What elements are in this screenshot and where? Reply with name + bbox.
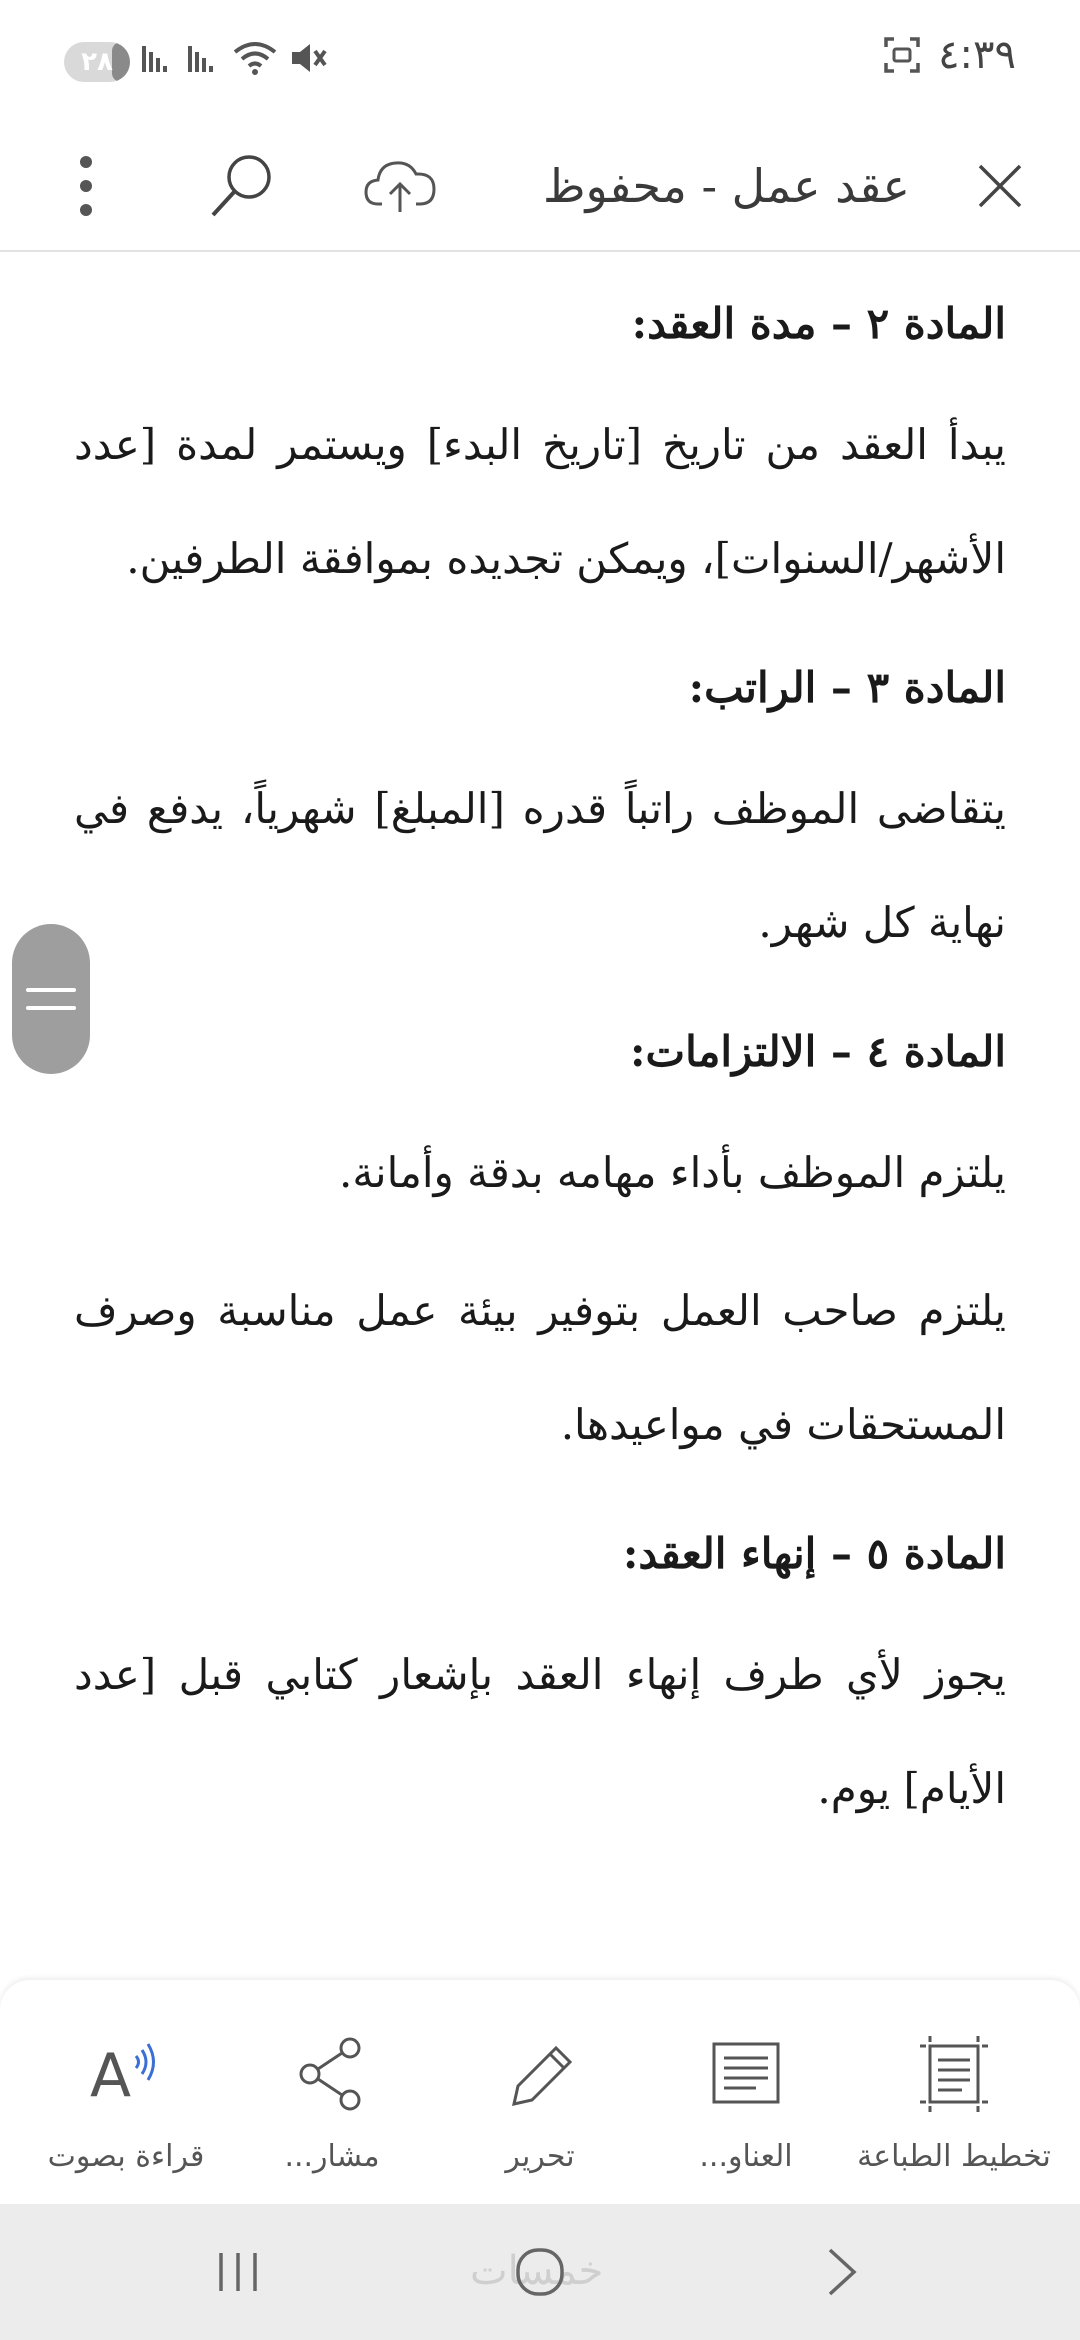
handle-line: [26, 988, 76, 992]
signal-icon: [140, 40, 176, 76]
print-layout-button[interactable]: [854, 1980, 1054, 2204]
more-options-button[interactable]: [46, 146, 126, 226]
paragraph: يتقاضى الموظف راتباً قدره [المبلغ] شهرياً، يدفع في نهاية كل شهر.: [74, 784, 1006, 947]
paragraph: يبدأ العقد من تاريخ [تاريخ البدء] ويستمر لمدة [عدد الأشهر/السنوات]، ويمكن تجديده بموافقة الطرفين.: [74, 420, 1006, 583]
more-vertical-icon: [76, 154, 96, 218]
close-icon: [976, 162, 1024, 210]
article-heading: المادة ٢ – مدة العقد:: [631, 299, 1006, 348]
status-bar: [0, 0, 1080, 120]
svg-text:A: A: [90, 2041, 132, 2111]
paragraph: يلتزم الموظف بأداء مهامه بدقة وأمانة.: [339, 1148, 1006, 1197]
headings-button[interactable]: [646, 1980, 846, 2204]
status-icons: [140, 40, 328, 76]
bottom-toolbar: [0, 1980, 1080, 2204]
share-icon: [292, 2034, 372, 2114]
headings-icon: [706, 2034, 786, 2114]
edit-label: تحرير: [505, 2139, 575, 2174]
pencil-icon: [500, 2034, 580, 2114]
search-button[interactable]: [202, 146, 282, 226]
recent-apps-icon: [213, 2247, 263, 2297]
share-button[interactable]: [232, 1980, 432, 2204]
article-heading: المادة ٣ – الراتب:: [688, 663, 1006, 712]
handle-line: [26, 1006, 76, 1010]
recent-apps-button[interactable]: [198, 2232, 278, 2312]
battery-indicator: [64, 42, 130, 82]
read-aloud-button[interactable]: [26, 1980, 226, 2204]
document-title[interactable]: عقد عمل - محفوظ: [542, 159, 910, 213]
article-heading: المادة ٤ – الالتزامات:: [630, 1027, 1006, 1076]
battery-level-text: ٢٨: [81, 47, 113, 77]
print-layout-icon: [914, 2034, 994, 2114]
back-chevron-icon: [822, 2244, 862, 2300]
back-button[interactable]: [802, 2232, 882, 2312]
home-button[interactable]: [500, 2232, 580, 2312]
scroll-handle[interactable]: [12, 924, 90, 1074]
headings-label: العناو...: [699, 2139, 793, 2174]
document-body[interactable]: [0, 252, 1080, 1982]
close-button[interactable]: [960, 146, 1040, 226]
edit-button[interactable]: [440, 1980, 640, 2204]
watermark-text: خمسات: [470, 2248, 604, 2294]
signal-icon-2: [186, 40, 222, 76]
print-layout-label: تخطيط الطباعة: [857, 2139, 1051, 2174]
cloud-upload-icon: [364, 156, 436, 216]
home-icon: [512, 2244, 568, 2300]
read-aloud-label: قراءة بصوت: [47, 2139, 205, 2174]
upload-button[interactable]: [360, 146, 440, 226]
read-aloud-icon: [86, 2034, 166, 2114]
share-label: مشار...: [284, 2139, 380, 2174]
search-icon: [207, 151, 277, 221]
clock-text: ٤:٣٩: [938, 32, 1016, 78]
system-nav-bar: [0, 2204, 1080, 2340]
clock-group: [882, 32, 1016, 78]
screenshot-icon: [882, 35, 922, 75]
app-bar: [0, 120, 1080, 252]
mute-icon: [288, 40, 328, 76]
paragraph: يجوز لأي طرف إنهاء العقد بإشعار كتابي قبل [عدد الأيام] يوم.: [74, 1650, 1006, 1813]
wifi-icon: [232, 40, 278, 76]
article-heading: المادة ٥ – إنهاء العقد:: [622, 1529, 1006, 1578]
paragraph: يلتزم صاحب العمل بتوفير بيئة عمل مناسبة وصرف المستحقات في مواعيدها.: [74, 1286, 1006, 1449]
